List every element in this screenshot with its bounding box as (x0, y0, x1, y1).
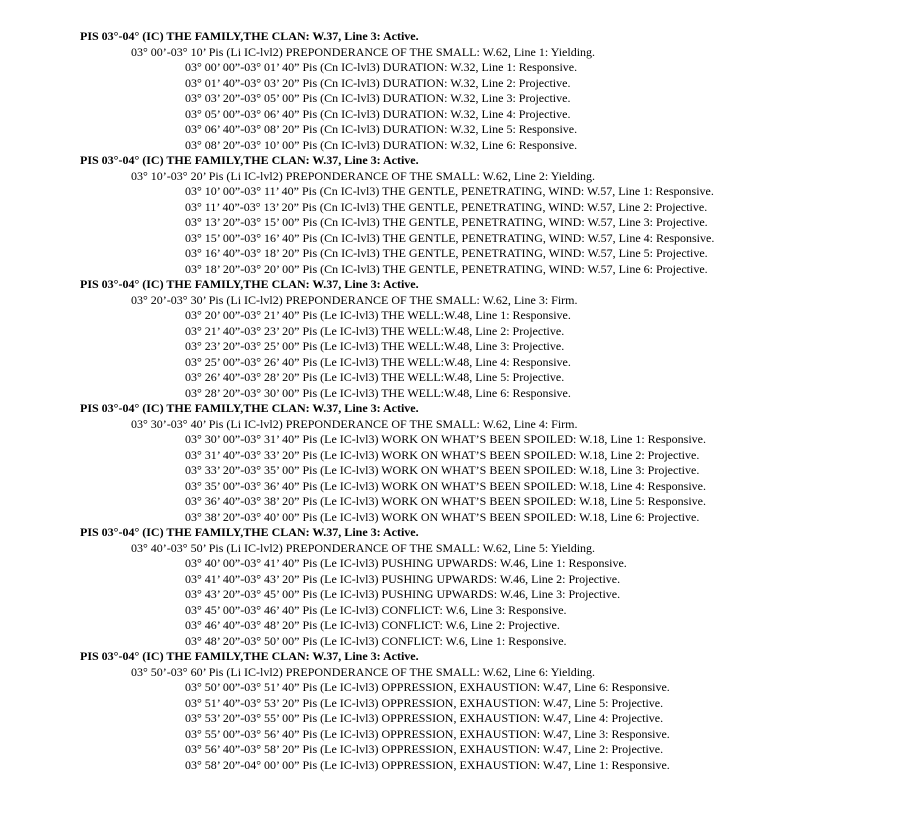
detail-line: 03° 45’ 00”-03° 46’ 40” Pis (Le IC-lvl3) CONFLICT: W.6, Line 3: Responsive. (185, 602, 567, 617)
subsection-line: 03° 20’-03° 30’ Pis (Li IC-lvl2) PREPONDERANCE OF THE SMALL: W.62, Line 3: Firm. (131, 292, 578, 307)
detail-line: 03° 51’ 40”-03° 53’ 20” Pis (Le IC-lvl3) OPPRESSION, EXHAUSTION: W.47, Line 5: Projective. (185, 695, 664, 710)
section-header: PIS 03°-04° (IC) THE FAMILY,THE CLAN: W.37, Line 3: Active. (80, 153, 419, 167)
detail-line: 03° 46’ 40”-03° 48’ 20” Pis (Le IC-lvl3) CONFLICT: W.6, Line 2: Projective. (185, 618, 560, 632)
detail-line: 03° 56’ 40”-03° 58’ 20” Pis (Le IC-lvl3) OPPRESSION, EXHAUSTION: W.47, Line 2: Projective. (185, 742, 664, 756)
detail-line: 03° 10’ 00”-03° 11’ 40” Pis (Cn IC-lvl3) THE GENTLE, PENETRATING, WIND: W.57, Line 1: Responsive. (185, 184, 714, 198)
detail-line: 03° 50’ 00”-03° 51’ 40” Pis (Le IC-lvl3) OPPRESSION, EXHAUSTION: W.47, Line 6: Responsive. (185, 680, 670, 694)
detail-line: 03° 23’ 20”-03° 25’ 00” Pis (Le IC-lvl3) THE WELL:W.48, Line 3: Projective. (185, 339, 565, 353)
subsection-line: 03° 50’-03° 60’ Pis (Li IC-lvl2) PREPONDERANCE OF THE SMALL: W.62, Line 6: Yielding. (131, 664, 596, 679)
detail-line: 03° 38’ 20”-03° 40’ 00” Pis (Le IC-lvl3) WORK ON WHAT’S BEEN SPOILED: W.18, Line 6: Projective. (185, 509, 700, 524)
detail-line: 03° 13’ 20”-03° 15’ 00” Pis (Cn IC-lvl3) THE GENTLE, PENETRATING, WIND: W.57, Line 3: Projective. (185, 215, 708, 229)
section-header: PIS 03°-04° (IC) THE FAMILY,THE CLAN: W.37, Line 3: Active. (80, 525, 419, 539)
section-header: PIS 03°-04° (IC) THE FAMILY,THE CLAN: W.37, Line 3: Active. (80, 277, 419, 291)
detail-line: 03° 08’ 20”-03° 10’ 00” Pis (Cn IC-lvl3) DURATION: W.32, Line 6: Responsive. (185, 137, 578, 152)
detail-line: 03° 06’ 40”-03° 08’ 20” Pis (Cn IC-lvl3) DURATION: W.32, Line 5: Responsive. (185, 122, 578, 136)
subsection-line: 03° 30’-03° 40’ Pis (Li IC-lvl2) PREPONDERANCE OF THE SMALL: W.62, Line 4: Firm. (131, 416, 578, 431)
detail-line: 03° 35’ 00”-03° 36’ 40” Pis (Le IC-lvl3) WORK ON WHAT’S BEEN SPOILED: W.18, Line 4: Responsive. (185, 478, 706, 493)
detail-line: 03° 43’ 20”-03° 45’ 00” Pis (Le IC-lvl3) PUSHING UPWARDS: W.46, Line 3: Projective. (185, 587, 621, 601)
section-header: PIS 03°-04° (IC) THE FAMILY,THE CLAN: W.37, Line 3: Active. (80, 649, 419, 663)
subsection-line: 03° 40’-03° 50’ Pis (Li IC-lvl2) PREPONDERANCE OF THE SMALL: W.62, Line 5: Yielding. (131, 540, 596, 555)
detail-line: 03° 58’ 20”-04° 00’ 00” Pis (Le IC-lvl3) OPPRESSION, EXHAUSTION: W.47, Line 1: Responsive. (185, 757, 670, 772)
detail-line: 03° 40’ 00”-03° 41’ 40” Pis (Le IC-lvl3) PUSHING UPWARDS: W.46, Line 1: Responsive. (185, 556, 627, 570)
detail-line: 03° 05’ 00”-03° 06’ 40” Pis (Cn IC-lvl3) DURATION: W.32, Line 4: Projective. (185, 106, 571, 121)
detail-line: 03° 11’ 40”-03° 13’ 20” Pis (Cn IC-lvl3) THE GENTLE, PENETRATING, WIND: W.57, Line 2: Projective. (185, 199, 708, 214)
detail-line: 03° 18’ 20”-03° 20’ 00” Pis (Cn IC-lvl3) THE GENTLE, PENETRATING, WIND: W.57, Line 6: Projective. (185, 261, 708, 276)
detail-line: 03° 33’ 20”-03° 35’ 00” Pis (Le IC-lvl3) WORK ON WHAT’S BEEN SPOILED: W.18, Line 3: Projective. (185, 463, 700, 477)
detail-line: 03° 01’ 40”-03° 03’ 20” Pis (Cn IC-lvl3) DURATION: W.32, Line 2: Projective. (185, 75, 571, 90)
detail-line: 03° 36’ 40”-03° 38’ 20” Pis (Le IC-lvl3) WORK ON WHAT’S BEEN SPOILED: W.18, Line 5: Responsive. (185, 494, 706, 508)
detail-line: 03° 21’ 40”-03° 23’ 20” Pis (Le IC-lvl3) THE WELL:W.48, Line 2: Projective. (185, 323, 565, 338)
section-header: PIS 03°-04° (IC) THE FAMILY,THE CLAN: W.37, Line 3: Active. (80, 29, 419, 43)
detail-line: 03° 00’ 00”-03° 01’ 40” Pis (Cn IC-lvl3) DURATION: W.32, Line 1: Responsive. (185, 60, 578, 74)
detail-line: 03° 48’ 20”-03° 50’ 00” Pis (Le IC-lvl3) CONFLICT: W.6, Line 1: Responsive. (185, 633, 567, 648)
detail-line: 03° 16’ 40”-03° 18’ 20” Pis (Cn IC-lvl3) THE GENTLE, PENETRATING, WIND: W.57, Line 5: Projective. (185, 246, 708, 260)
detail-line: 03° 41’ 40”-03° 43’ 20” Pis (Le IC-lvl3) PUSHING UPWARDS: W.46, Line 2: Projective. (185, 571, 621, 586)
detail-line: 03° 20’ 00”-03° 21’ 40” Pis (Le IC-lvl3) THE WELL:W.48, Line 1: Responsive. (185, 308, 571, 322)
detail-line: 03° 25’ 00”-03° 26’ 40” Pis (Le IC-lvl3) THE WELL:W.48, Line 4: Responsive. (185, 354, 571, 369)
detail-line: 03° 15’ 00”-03° 16’ 40” Pis (Cn IC-lvl3) THE GENTLE, PENETRATING, WIND: W.57, Line 4: Responsive. (185, 230, 715, 245)
detail-line: 03° 28’ 20”-03° 30’ 00” Pis (Le IC-lvl3) THE WELL:W.48, Line 6: Responsive. (185, 385, 571, 400)
subsection-line: 03° 10’-03° 20’ Pis (Li IC-lvl2) PREPONDERANCE OF THE SMALL: W.62, Line 2: Yielding. (131, 168, 596, 183)
detail-line: 03° 53’ 20”-03° 55’ 00” Pis (Le IC-lvl3) OPPRESSION, EXHAUSTION: W.47, Line 4: Projective. (185, 711, 664, 725)
detail-line: 03° 55’ 00”-03° 56’ 40” Pis (Le IC-lvl3) OPPRESSION, EXHAUSTION: W.47, Line 3: Responsive. (185, 726, 670, 741)
detail-line: 03° 26’ 40”-03° 28’ 20” Pis (Le IC-lvl3) THE WELL:W.48, Line 5: Projective. (185, 370, 565, 384)
detail-line: 03° 03’ 20”-03° 05’ 00” Pis (Cn IC-lvl3) DURATION: W.32, Line 3: Projective. (185, 91, 571, 105)
detail-line: 03° 30’ 00”-03° 31’ 40” Pis (Le IC-lvl3) WORK ON WHAT’S BEEN SPOILED: W.18, Line 1: Responsive. (185, 432, 706, 446)
detail-line: 03° 31’ 40”-03° 33’ 20” Pis (Le IC-lvl3) WORK ON WHAT’S BEEN SPOILED: W.18, Line 2: Projective. (185, 447, 700, 462)
document-body (0, 29, 900, 773)
section-header: PIS 03°-04° (IC) THE FAMILY,THE CLAN: W.37, Line 3: Active. (80, 401, 419, 415)
subsection-line: 03° 00’-03° 10’ Pis (Li IC-lvl2) PREPONDERANCE OF THE SMALL: W.62, Line 1: Yielding. (131, 44, 596, 59)
